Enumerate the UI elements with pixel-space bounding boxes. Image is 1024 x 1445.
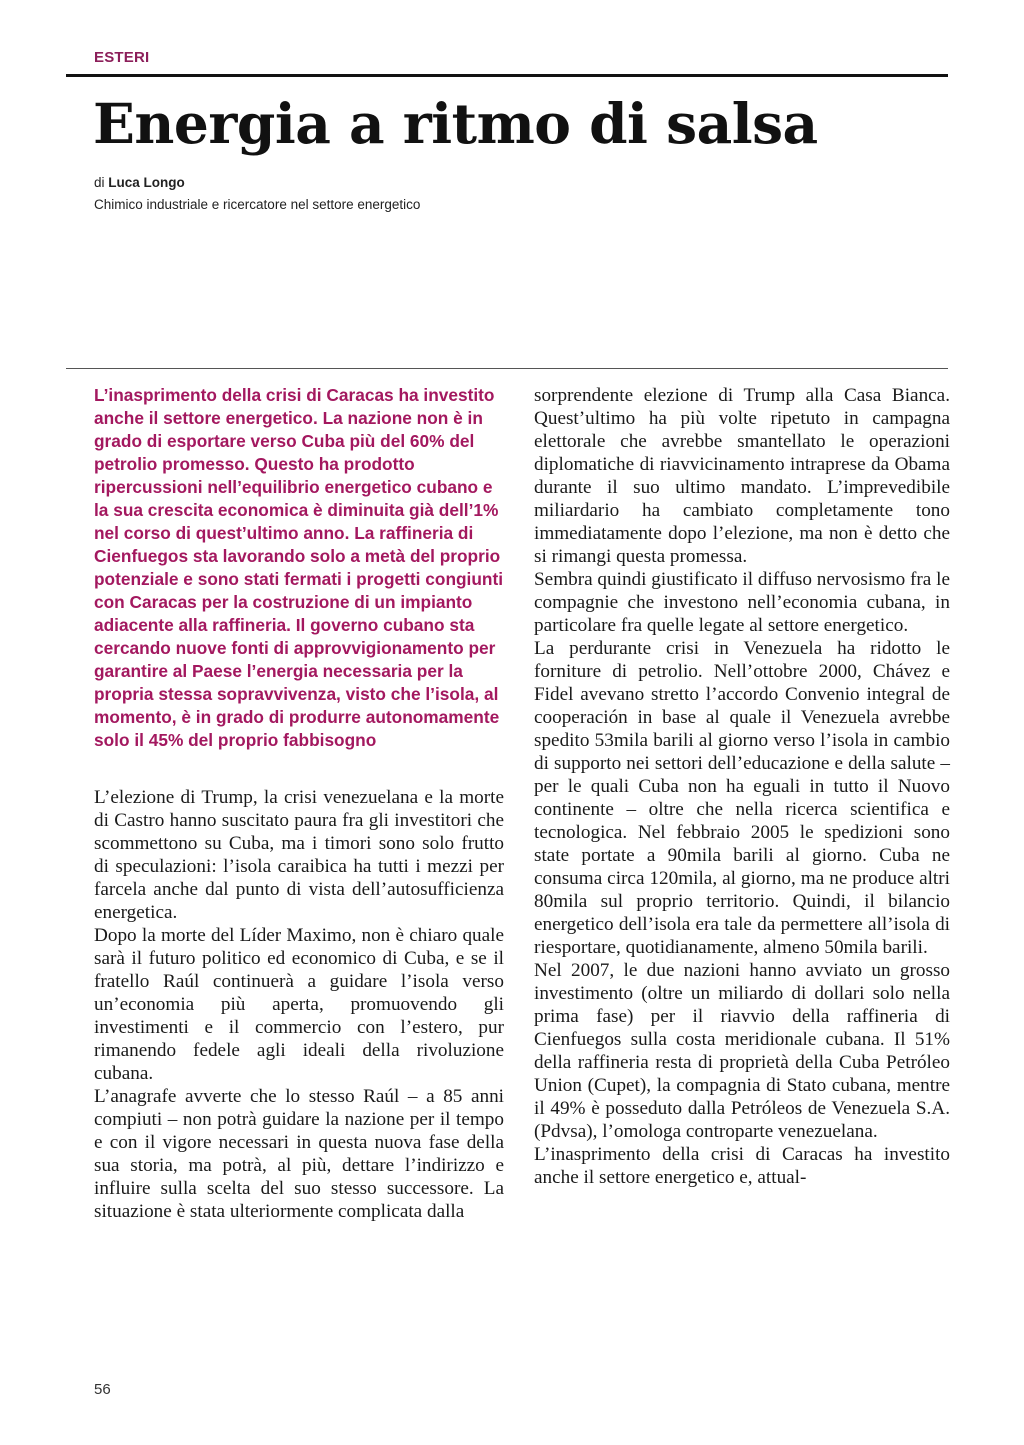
author-name: Luca Longo [108,175,185,190]
paragraph: L’inasprimento della crisi di Caracas ha investito anche il settore energetico e, attual- [534,1144,950,1188]
article-title: Energia a ritmo di salsa [93,91,818,156]
byline [94,175,185,190]
column-right [534,384,950,1189]
paragraph: sorprendente elezione di Trump alla Casa Bianca. Quest’ultimo ha più volte ripetuto in campagna elettorale che avrebbe smantellato le operazioni diplomatiche di riavvicinamento intraprese da Obama durante il suo ultimo mandato. L’imprevedibile miliardario ha cambiato completamente tono immediatamente dopo l’elezione, ma non è detto che si rimangi questa promessa. [534,385,950,567]
paragraph: Sembra quindi giustificato il diffuso nervosismo fra le compagnie che investono nell’economia cubana, in particolare fra quelle legate al settore energetico. [534,569,950,636]
paragraph: Dopo la morte del Líder Maximo, non è chiaro quale sarà il futuro politico ed economico di Cuba, e se il fratello Raúl continuerà a guidare l’isola verso un’economia più aperta, promuovendo gli investimenti e il commercio con l’estero, pur rimanendo fedele agli ideali della rivoluzione cubana. [94,925,504,1084]
column-left [94,384,504,1223]
page-number: 56 [94,1381,111,1398]
byline-prefix: di [94,175,105,190]
section-label: ESTERI [94,49,150,66]
paragraph: L’anagrafe avverte che lo stesso Raúl – a 85 anni compiuti – non potrà guidare la nazione per il tempo e con il vigore necessari in questa nuova fase della sua storia, ma potrà, al più, dettare l’indirizzo e influire sulla scelta del suo stesso successore. La situazione è stata ulteriormente complicata dalla [94,1086,504,1222]
top-divider [66,74,948,77]
article-lead: L’inasprimento della crisi di Caracas ha investito anche il settore energetico. La nazione non è in grado di esportare verso Cuba più del 60% del petrolio promesso. Questo ha prodotto ripercussioni nell’equilibrio energetico cubano e la sua crescita economica è diminuita già dell’1% nel corso di quest’ultimo anno. La raffineria di Cienfuegos sta lavorando solo a metà del proprio potenziale e sono stati fermati i progetti congiunti con Caracas per la costruzione di un impianto adiacente alla raffineria. Il governo cubano sta cercando nuove fonti di approvvigionamento per garantire al Paese l’energia necessaria per la propria stessa sopravvivenza, visto che l’isola, al momento, è in grado di produrre autonomamente solo il 45% del proprio fabbisogno [94,385,504,750]
paragraph: L’elezione di Trump, la crisi venezuelana e la morte di Castro hanno suscitato paura fra gli investitori che scommettono su Cuba, ma i timori sono solo frutto di speculazioni: l’isola caraibica ha tutti i mezzi per farcela anche dal punto di vista dell’autosufficienza energetica. [94,787,504,923]
paragraph: Nel 2007, le due nazioni hanno avviato un grosso investimento (oltre un miliardo di dollari solo nella prima fase) per il riavvio della raffineria di Cienfuegos sulla costa meridionale cubana. Il 51% della raffineria resta di proprietà della Cuba Petróleo Union (Cupet), la compagnia di Stato cubana, mentre il 49% è posseduto dalla Petróleos de Venezuela S.A. (Pdvsa), l’omologa controparte venezuelana. [534,960,950,1142]
author-description: Chimico industriale e ricercatore nel settore energetico [94,197,421,212]
paragraph: La perdurante crisi in Venezuela ha ridotto le forniture di petrolio. Nell’ottobre 2000, Chávez e Fidel avevano stretto l’accordo Convenio integral de cooperación in base al quale il Venezuela avrebbe spedito 53mila barili al giorno verso l’isola in cambio di supporto nei settori dell’educazione e della salute – per le quali Cuba non ha eguali in tutto il Nuovo continente – oltre che nella ricerca scientifica e tecnologica. Nel febbraio 2005 le spedizioni sono state portate a 90mila barili al giorno. Cuba ne consuma circa 120mila, al giorno, ma ne produce altri 80mila sul proprio territorio. Quindi, il bilancio energetico dell’isola era tale da permettere all’isola di riesportare, quotidianamente, almeno 50mila barili. [534,638,950,958]
body-left [94,786,504,1223]
section-divider [66,368,948,369]
